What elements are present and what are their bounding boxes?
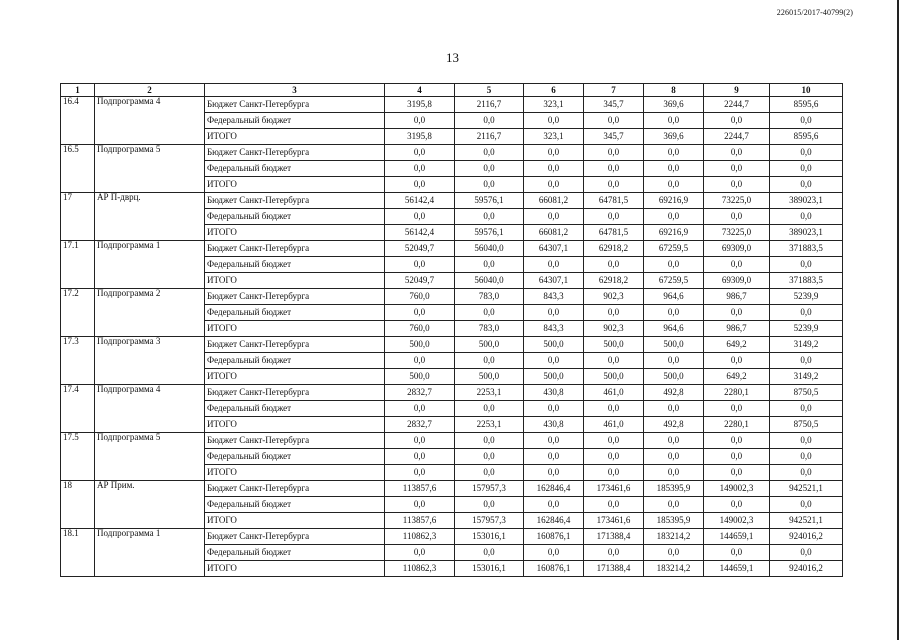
year-value: 843,3: [524, 289, 584, 305]
table-row: [61, 529, 843, 545]
year-value: 369,6: [644, 129, 704, 145]
year-value: 783,0: [455, 321, 524, 337]
year-value: 64307,1: [524, 273, 584, 289]
total-value: 0,0: [770, 113, 843, 129]
year-value: 649,2: [704, 337, 770, 353]
funding-source: Бюджет Санкт-Петербурга: [205, 433, 385, 449]
year-value: 500,0: [644, 369, 704, 385]
item-name: Подпрограмма 1: [95, 241, 205, 289]
year-value: 0,0: [524, 305, 584, 321]
year-value: 0,0: [704, 449, 770, 465]
year-value: 157957,3: [455, 513, 524, 529]
year-value: 323,1: [524, 97, 584, 113]
item-number: 17.3: [61, 337, 95, 385]
header-row: [61, 84, 843, 97]
year-value: 0,0: [584, 353, 644, 369]
year-value: 0,0: [524, 209, 584, 225]
item-number: 18.1: [61, 529, 95, 577]
year-value: 0,0: [385, 113, 455, 129]
year-value: 964,6: [644, 289, 704, 305]
item-number: 17.1: [61, 241, 95, 289]
year-value: 0,0: [704, 305, 770, 321]
item-name: Подпрограмма 4: [95, 97, 205, 145]
year-value: 56142,4: [385, 193, 455, 209]
page-number: 13: [446, 50, 459, 65]
year-value: 0,0: [385, 449, 455, 465]
total-value: 8595,6: [770, 97, 843, 113]
year-value: 500,0: [524, 337, 584, 353]
year-value: 323,1: [524, 129, 584, 145]
table-row: [61, 481, 843, 497]
total-value: 942521,1: [770, 513, 843, 529]
year-value: 500,0: [644, 337, 704, 353]
table-row: [61, 337, 843, 353]
total-value: 5239,9: [770, 321, 843, 337]
item-name: Подпрограмма 1: [95, 529, 205, 577]
year-value: 171388,4: [584, 529, 644, 545]
year-value: 0,0: [644, 465, 704, 481]
year-value: 2253,1: [455, 417, 524, 433]
total-value: 0,0: [770, 145, 843, 161]
year-value: 0,0: [385, 161, 455, 177]
year-value: 0,0: [524, 145, 584, 161]
total-value: 5239,9: [770, 289, 843, 305]
year-value: 69216,9: [644, 193, 704, 209]
funding-source: ИТОГО: [205, 321, 385, 337]
year-value: 0,0: [644, 145, 704, 161]
funding-source: Бюджет Санкт-Петербурга: [205, 145, 385, 161]
funding-source: Бюджет Санкт-Петербурга: [205, 385, 385, 401]
year-value: 0,0: [584, 113, 644, 129]
year-value: 157957,3: [455, 481, 524, 497]
year-value: 0,0: [644, 545, 704, 561]
year-value: 500,0: [584, 369, 644, 385]
year-value: 0,0: [455, 257, 524, 273]
year-value: 0,0: [385, 209, 455, 225]
funding-source: ИТОГО: [205, 369, 385, 385]
year-value: 0,0: [524, 545, 584, 561]
total-value: 3149,2: [770, 369, 843, 385]
year-value: 162846,4: [524, 481, 584, 497]
funding-source: Федеральный бюджет: [205, 209, 385, 225]
year-value: 149002,3: [704, 513, 770, 529]
item-number: 16.5: [61, 145, 95, 193]
year-value: 0,0: [644, 305, 704, 321]
table-row: [61, 289, 843, 305]
year-value: 964,6: [644, 321, 704, 337]
total-value: 0,0: [770, 433, 843, 449]
year-value: 183214,2: [644, 561, 704, 577]
table-row: [61, 433, 843, 449]
year-value: 160876,1: [524, 529, 584, 545]
year-value: 69309,0: [704, 241, 770, 257]
funding-source: Федеральный бюджет: [205, 497, 385, 513]
year-value: 0,0: [524, 161, 584, 177]
year-value: 59576,1: [455, 225, 524, 241]
year-value: 0,0: [455, 497, 524, 513]
year-value: 0,0: [385, 465, 455, 481]
year-value: 0,0: [704, 145, 770, 161]
year-value: 500,0: [455, 369, 524, 385]
year-value: 2116,7: [455, 97, 524, 113]
year-value: 0,0: [584, 465, 644, 481]
funding-source: ИТОГО: [205, 513, 385, 529]
year-value: 67259,5: [644, 241, 704, 257]
year-value: 64781,5: [584, 225, 644, 241]
table-row: [61, 145, 843, 161]
year-value: 430,8: [524, 385, 584, 401]
year-value: 0,0: [644, 209, 704, 225]
year-value: 0,0: [704, 161, 770, 177]
year-value: 0,0: [455, 145, 524, 161]
year-value: 62918,2: [584, 273, 644, 289]
year-value: 64781,5: [584, 193, 644, 209]
column-header: 5: [455, 84, 524, 97]
year-value: 0,0: [455, 161, 524, 177]
year-value: 0,0: [644, 113, 704, 129]
year-value: 0,0: [385, 305, 455, 321]
year-value: 0,0: [524, 497, 584, 513]
year-value: 62918,2: [584, 241, 644, 257]
year-value: 2253,1: [455, 385, 524, 401]
item-name: Подпрограмма 2: [95, 289, 205, 337]
year-value: 0,0: [455, 545, 524, 561]
year-value: 0,0: [704, 497, 770, 513]
year-value: 0,0: [704, 545, 770, 561]
funding-source: ИТОГО: [205, 561, 385, 577]
page-edge-line: [897, 0, 899, 640]
funding-source: Федеральный бюджет: [205, 113, 385, 129]
year-value: 783,0: [455, 289, 524, 305]
year-value: 0,0: [584, 433, 644, 449]
total-value: 0,0: [770, 177, 843, 193]
year-value: 52049,7: [385, 241, 455, 257]
total-value: 371883,5: [770, 241, 843, 257]
total-value: 0,0: [770, 161, 843, 177]
column-header: 3: [205, 84, 385, 97]
year-value: 0,0: [584, 177, 644, 193]
year-value: 0,0: [524, 449, 584, 465]
year-value: 0,0: [524, 433, 584, 449]
year-value: 110862,3: [385, 529, 455, 545]
year-value: 0,0: [524, 257, 584, 273]
funding-source: Бюджет Санкт-Петербурга: [205, 97, 385, 113]
year-value: 149002,3: [704, 481, 770, 497]
year-value: 73225,0: [704, 193, 770, 209]
year-value: 0,0: [385, 257, 455, 273]
total-value: 8750,5: [770, 417, 843, 433]
year-value: 2832,7: [385, 385, 455, 401]
year-value: 67259,5: [644, 273, 704, 289]
item-name: Подпрограмма 5: [95, 433, 205, 481]
year-value: 500,0: [385, 369, 455, 385]
year-value: 760,0: [385, 321, 455, 337]
year-value: 0,0: [524, 353, 584, 369]
year-value: 500,0: [385, 337, 455, 353]
year-value: 0,0: [644, 161, 704, 177]
year-value: 345,7: [584, 129, 644, 145]
item-name: АР П-дврц.: [95, 193, 205, 241]
funding-source: ИТОГО: [205, 417, 385, 433]
item-name: Подпрограмма 5: [95, 145, 205, 193]
year-value: 0,0: [455, 433, 524, 449]
table-body: [61, 97, 843, 577]
column-header: 1: [61, 84, 95, 97]
column-header: 2: [95, 84, 205, 97]
year-value: 0,0: [584, 209, 644, 225]
year-value: 0,0: [584, 449, 644, 465]
total-value: 0,0: [770, 497, 843, 513]
year-value: 0,0: [704, 465, 770, 481]
funding-source: ИТОГО: [205, 177, 385, 193]
total-value: 8595,6: [770, 129, 843, 145]
year-value: 66081,2: [524, 193, 584, 209]
year-value: 0,0: [385, 177, 455, 193]
column-header: 4: [385, 84, 455, 97]
year-value: 69309,0: [704, 273, 770, 289]
total-value: 0,0: [770, 353, 843, 369]
year-value: 0,0: [455, 305, 524, 321]
year-value: 0,0: [644, 177, 704, 193]
year-value: 500,0: [455, 337, 524, 353]
table-row: [61, 385, 843, 401]
year-value: 0,0: [385, 497, 455, 513]
year-value: 173461,6: [584, 513, 644, 529]
item-number: 17: [61, 193, 95, 241]
year-value: 144659,1: [704, 529, 770, 545]
year-value: 0,0: [644, 257, 704, 273]
total-value: 0,0: [770, 209, 843, 225]
table-row: [61, 193, 843, 209]
year-value: 0,0: [385, 353, 455, 369]
year-value: 0,0: [524, 177, 584, 193]
funding-source: Федеральный бюджет: [205, 305, 385, 321]
year-value: 2244,7: [704, 97, 770, 113]
funding-source: Федеральный бюджет: [205, 401, 385, 417]
year-value: 0,0: [584, 545, 644, 561]
year-value: 185395,9: [644, 513, 704, 529]
year-value: 0,0: [704, 433, 770, 449]
year-value: 0,0: [704, 401, 770, 417]
year-value: 0,0: [644, 497, 704, 513]
funding-source: Федеральный бюджет: [205, 257, 385, 273]
year-value: 0,0: [704, 353, 770, 369]
table-row: [61, 241, 843, 257]
year-value: 0,0: [385, 145, 455, 161]
total-value: 0,0: [770, 545, 843, 561]
total-value: 0,0: [770, 465, 843, 481]
item-number: 16.4: [61, 97, 95, 145]
year-value: 144659,1: [704, 561, 770, 577]
total-value: 924016,2: [770, 561, 843, 577]
year-value: 0,0: [385, 545, 455, 561]
total-value: 389023,1: [770, 225, 843, 241]
year-value: 0,0: [524, 113, 584, 129]
column-header: 6: [524, 84, 584, 97]
year-value: 902,3: [584, 321, 644, 337]
year-value: 2244,7: [704, 129, 770, 145]
year-value: 0,0: [455, 401, 524, 417]
total-value: 371883,5: [770, 273, 843, 289]
year-value: 162846,4: [524, 513, 584, 529]
funding-source: ИТОГО: [205, 225, 385, 241]
year-value: 2116,7: [455, 129, 524, 145]
year-value: 902,3: [584, 289, 644, 305]
year-value: 0,0: [455, 113, 524, 129]
funding-source: Федеральный бюджет: [205, 449, 385, 465]
total-value: 0,0: [770, 257, 843, 273]
year-value: 0,0: [524, 401, 584, 417]
year-value: 3195,8: [385, 97, 455, 113]
item-name: АР Прим.: [95, 481, 205, 529]
year-value: 0,0: [455, 353, 524, 369]
total-value: 8750,5: [770, 385, 843, 401]
total-value: 0,0: [770, 401, 843, 417]
year-value: 0,0: [584, 145, 644, 161]
year-value: 2280,1: [704, 385, 770, 401]
column-header: 8: [644, 84, 704, 97]
funding-source: ИТОГО: [205, 129, 385, 145]
year-value: 0,0: [644, 401, 704, 417]
item-number: 17.2: [61, 289, 95, 337]
year-value: 113857,6: [385, 481, 455, 497]
funding-source: Бюджет Санкт-Петербурга: [205, 481, 385, 497]
document-id: 226015/2017-40799(2): [776, 8, 853, 17]
year-value: 0,0: [584, 161, 644, 177]
year-value: 56142,4: [385, 225, 455, 241]
year-value: 0,0: [584, 257, 644, 273]
budget-table: [60, 83, 843, 577]
funding-source: ИТОГО: [205, 465, 385, 481]
year-value: 0,0: [455, 465, 524, 481]
year-value: 986,7: [704, 321, 770, 337]
year-value: 461,0: [584, 417, 644, 433]
funding-source: Бюджет Санкт-Петербурга: [205, 193, 385, 209]
year-value: 0,0: [704, 177, 770, 193]
year-value: 0,0: [704, 113, 770, 129]
year-value: 0,0: [524, 465, 584, 481]
year-value: 113857,6: [385, 513, 455, 529]
year-value: 492,8: [644, 385, 704, 401]
item-number: 17.5: [61, 433, 95, 481]
year-value: 760,0: [385, 289, 455, 305]
year-value: 153016,1: [455, 529, 524, 545]
year-value: 64307,1: [524, 241, 584, 257]
year-value: 110862,3: [385, 561, 455, 577]
year-value: 171388,4: [584, 561, 644, 577]
year-value: 0,0: [644, 353, 704, 369]
funding-source: ИТОГО: [205, 273, 385, 289]
year-value: 500,0: [584, 337, 644, 353]
table-row: [61, 97, 843, 113]
year-value: 185395,9: [644, 481, 704, 497]
year-value: 69216,9: [644, 225, 704, 241]
year-value: 0,0: [704, 209, 770, 225]
year-value: 52049,7: [385, 273, 455, 289]
year-value: 56040,0: [455, 241, 524, 257]
column-header: 10: [770, 84, 843, 97]
item-number: 18: [61, 481, 95, 529]
year-value: 173461,6: [584, 481, 644, 497]
item-name: Подпрограмма 3: [95, 337, 205, 385]
year-value: 0,0: [455, 449, 524, 465]
funding-source: Федеральный бюджет: [205, 161, 385, 177]
year-value: 153016,1: [455, 561, 524, 577]
year-value: 73225,0: [704, 225, 770, 241]
year-value: 0,0: [455, 209, 524, 225]
year-value: 843,3: [524, 321, 584, 337]
total-value: 3149,2: [770, 337, 843, 353]
funding-source: Бюджет Санкт-Петербурга: [205, 289, 385, 305]
funding-source: Бюджет Санкт-Петербурга: [205, 529, 385, 545]
year-value: 461,0: [584, 385, 644, 401]
year-value: 0,0: [455, 177, 524, 193]
item-number: 17.4: [61, 385, 95, 433]
year-value: 369,6: [644, 97, 704, 113]
year-value: 59576,1: [455, 193, 524, 209]
year-value: 0,0: [584, 497, 644, 513]
year-value: 183214,2: [644, 529, 704, 545]
funding-source: Федеральный бюджет: [205, 353, 385, 369]
year-value: 0,0: [644, 449, 704, 465]
year-value: 0,0: [385, 433, 455, 449]
funding-source: Бюджет Санкт-Петербурга: [205, 337, 385, 353]
year-value: 492,8: [644, 417, 704, 433]
year-value: 2832,7: [385, 417, 455, 433]
item-name: Подпрограмма 4: [95, 385, 205, 433]
total-value: 924016,2: [770, 529, 843, 545]
year-value: 3195,8: [385, 129, 455, 145]
year-value: 430,8: [524, 417, 584, 433]
year-value: 345,7: [584, 97, 644, 113]
year-value: 649,2: [704, 369, 770, 385]
year-value: 2280,1: [704, 417, 770, 433]
funding-source: Федеральный бюджет: [205, 545, 385, 561]
year-value: 986,7: [704, 289, 770, 305]
year-value: 0,0: [584, 401, 644, 417]
year-value: 500,0: [524, 369, 584, 385]
year-value: 66081,2: [524, 225, 584, 241]
year-value: 160876,1: [524, 561, 584, 577]
year-value: 0,0: [644, 433, 704, 449]
total-value: 389023,1: [770, 193, 843, 209]
year-value: 56040,0: [455, 273, 524, 289]
total-value: 942521,1: [770, 481, 843, 497]
column-header: 7: [584, 84, 644, 97]
year-value: 0,0: [385, 401, 455, 417]
funding-source: Бюджет Санкт-Петербурга: [205, 241, 385, 257]
year-value: 0,0: [704, 257, 770, 273]
total-value: 0,0: [770, 305, 843, 321]
year-value: 0,0: [584, 305, 644, 321]
column-header: 9: [704, 84, 770, 97]
total-value: 0,0: [770, 449, 843, 465]
